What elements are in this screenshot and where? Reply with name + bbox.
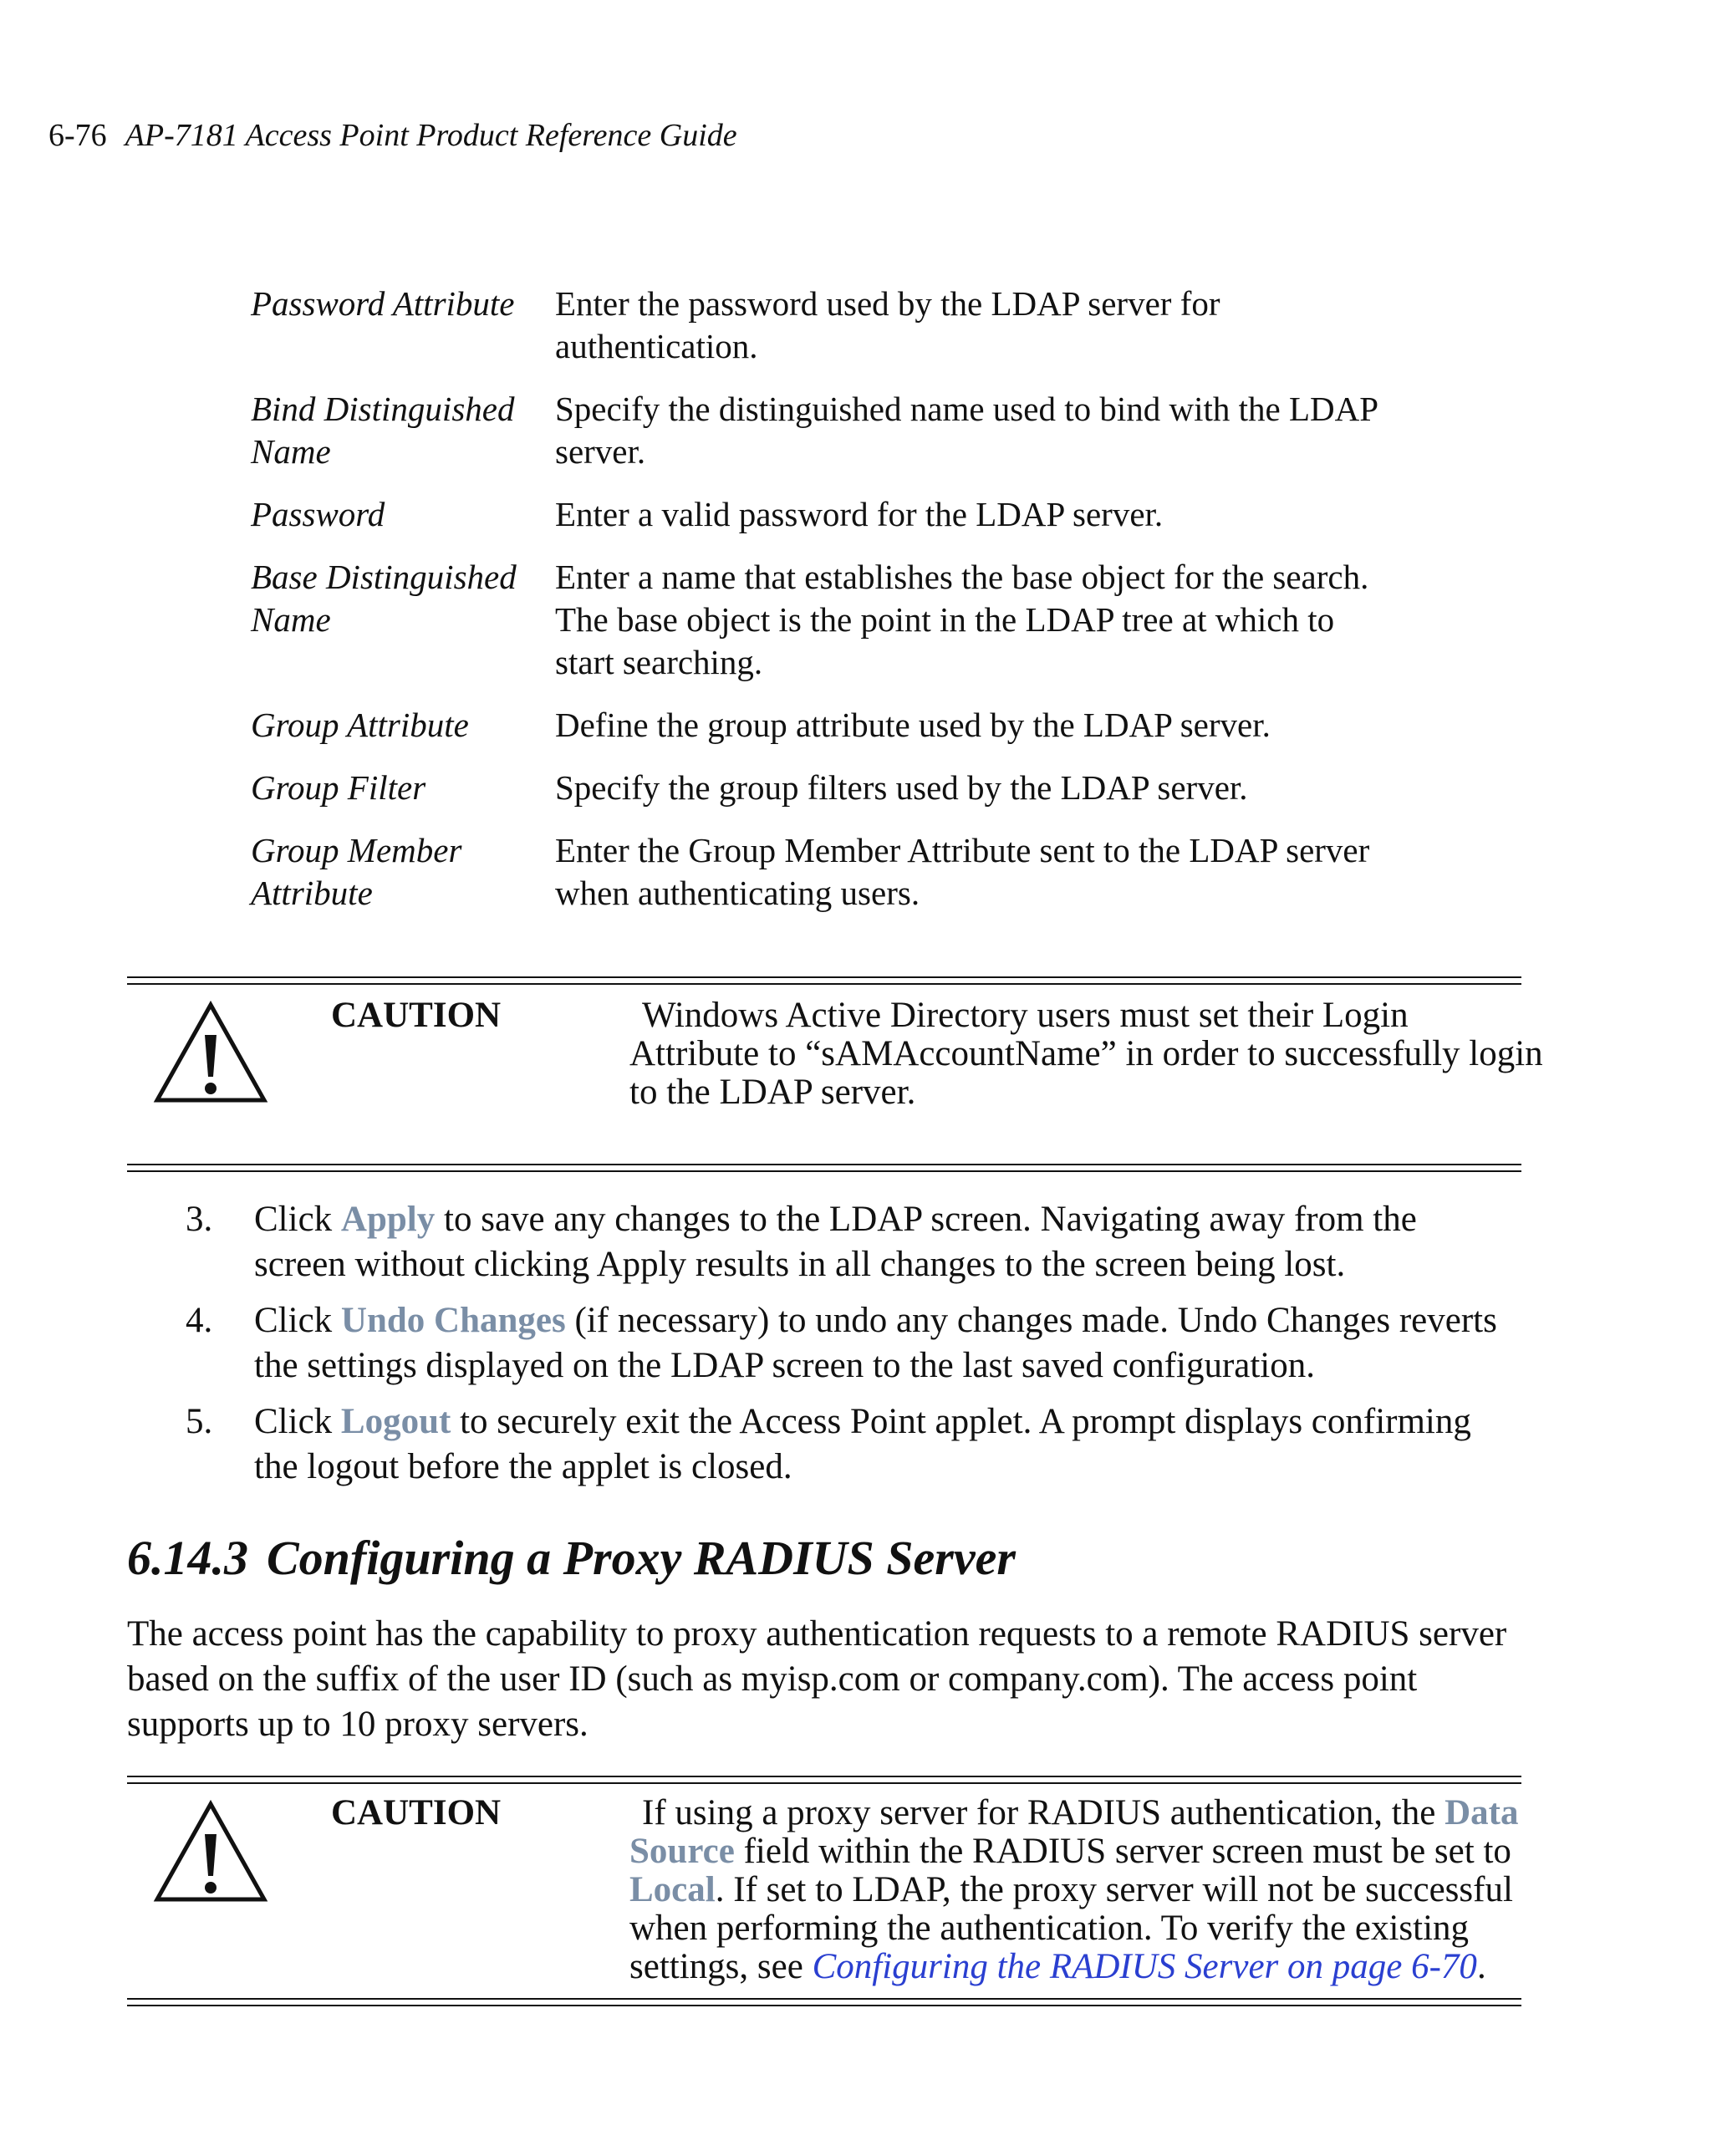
- desc-line: Enter a valid password for the LDAP server.: [555, 495, 1164, 533]
- warning-triangle-icon: [152, 1000, 269, 1105]
- apply-button-label: Apply: [340, 1200, 436, 1239]
- body-paragraph: The access point has the capability to proxy authentication requests to a remote RADIUS server based on the suffix of the user ID (such as myisp.com or company.com). The access point supports up to 10 proxy servers.: [127, 1614, 1507, 1744]
- guide-title: AP-7181 Access Point Product Reference Guide: [125, 118, 737, 153]
- step-text: [254, 1298, 1516, 1389]
- local-option-label: Local: [629, 1870, 716, 1909]
- text-run: Click: [254, 1402, 341, 1441]
- param-term: [251, 388, 555, 473]
- term-line: Password Attribute: [251, 284, 515, 323]
- desc-line: Specify the distinguished name used to bind with the LDAP: [555, 390, 1379, 428]
- desc-line: Enter the password used by the LDAP server for: [555, 284, 1220, 323]
- param-term: [251, 704, 555, 747]
- undo-changes-button-label: Undo Changes: [340, 1301, 566, 1340]
- param-term: [251, 283, 555, 368]
- desc-line: start searching.: [555, 643, 763, 681]
- section-number: 6.14.3: [127, 1531, 248, 1585]
- bottom-rule: [127, 1164, 1521, 1172]
- text-run: Click: [254, 1301, 341, 1340]
- step-item: [186, 1399, 1523, 1490]
- param-row: [251, 829, 1421, 915]
- desc-line: The base object is the point in the LDAP tree at which to: [555, 600, 1335, 639]
- desc-line: Define the group attribute used by the LDAP server.: [555, 706, 1271, 744]
- text-run: Click: [254, 1200, 341, 1239]
- step-number: 4.: [186, 1301, 213, 1340]
- desc-line: when authenticating users.: [555, 874, 920, 912]
- step-number: 3.: [186, 1200, 213, 1239]
- running-head: [48, 117, 737, 154]
- text-run: . If set to LDAP, the proxy server will not be successful: [715, 1870, 1513, 1909]
- caution-line: Attribute to “sAMAccountName” in order to successfully login: [629, 1034, 1543, 1073]
- param-description: [555, 767, 1416, 809]
- desc-line: Enter a name that establishes the base object for the search.: [555, 558, 1369, 596]
- caution-line: [629, 1948, 1486, 1986]
- param-description: [555, 388, 1416, 473]
- procedure-steps: [186, 1197, 1523, 1501]
- param-description: [555, 556, 1416, 684]
- bottom-rule: [127, 1998, 1521, 2006]
- param-row: [251, 556, 1421, 684]
- text-run: to save any changes to the LDAP screen. Navigating away from the screen without clicking Apply results in all changes to the screen being lost.: [254, 1200, 1417, 1284]
- param-row: [251, 704, 1421, 747]
- section-title: Configuring a Proxy RADIUS Server: [267, 1531, 1016, 1585]
- text-run: If using a proxy server for RADIUS authentication, the: [642, 1793, 1445, 1832]
- parameter-table: [251, 283, 1421, 935]
- step-item: [186, 1298, 1523, 1389]
- caution-line: to the LDAP server.: [629, 1073, 916, 1112]
- caution-body: [127, 1784, 1521, 1998]
- step-item: [186, 1197, 1523, 1287]
- caution-label: CAUTION: [331, 996, 502, 1035]
- step-text: [254, 1399, 1516, 1490]
- page-number: 6-76: [48, 118, 107, 153]
- param-description: [555, 493, 1416, 536]
- param-term: [251, 767, 555, 809]
- warning-triangle-icon: [152, 1799, 269, 1904]
- param-row: [251, 388, 1421, 473]
- param-description: [555, 283, 1416, 368]
- desc-line: authentication.: [555, 327, 758, 365]
- data-source-field-label: Data: [1444, 1793, 1519, 1832]
- radius-server-cross-reference-link[interactable]: Configuring the RADIUS Server on page 6-70: [812, 1947, 1477, 1986]
- top-rule: [127, 1776, 1521, 1784]
- desc-line: Specify the group filters used by the LDAP server.: [555, 768, 1248, 807]
- param-term: [251, 556, 555, 684]
- param-term: [251, 493, 555, 536]
- caution-line: Windows Active Directory users must set their Login: [642, 996, 1409, 1035]
- caution-label: CAUTION: [331, 1793, 502, 1832]
- text-run: .: [1476, 1947, 1486, 1986]
- data-source-field-label-cont: Source: [629, 1832, 735, 1871]
- desc-line: server.: [555, 432, 646, 471]
- text-run: settings, see: [629, 1947, 813, 1986]
- term-line: Group Filter: [251, 768, 426, 807]
- desc-line: Enter the Group Member Attribute sent to the LDAP server: [555, 831, 1370, 869]
- caution-box-ldap: [127, 976, 1543, 1172]
- term-line: Group Member: [251, 831, 462, 869]
- param-description: [555, 704, 1416, 747]
- param-row: [251, 767, 1421, 809]
- param-term: [251, 829, 555, 915]
- param-row: [251, 493, 1421, 536]
- caution-line: [629, 1832, 1511, 1871]
- step-text: [254, 1197, 1516, 1287]
- section-heading: [127, 1530, 1016, 1586]
- term-line: Bind Distinguished: [251, 390, 515, 428]
- text-run: (if necessary) to undo any changes made. Undo Changes reverts the settings displayed on the LDAP screen to the last saved configuration.: [254, 1301, 1497, 1385]
- step-number: 5.: [186, 1402, 213, 1441]
- caution-box-proxy: [127, 1776, 1521, 2006]
- caution-line: [629, 1871, 1513, 1909]
- caution-line: when performing the authentication. To verify the existing: [629, 1909, 1470, 1948]
- text-run: to securely exit the Access Point applet. A prompt displays confirming the logout before the applet is closed.: [254, 1402, 1471, 1486]
- term-line: Base Distinguished: [251, 558, 517, 596]
- text-run: field within the RADIUS server screen must be set to: [734, 1832, 1511, 1871]
- term-line: Attribute: [251, 874, 373, 912]
- caution-line: [642, 1794, 1518, 1832]
- term-line: Group Attribute: [251, 706, 469, 744]
- logout-button-label: Logout: [340, 1402, 451, 1441]
- caution-body: [127, 985, 1543, 1164]
- term-line: Name: [251, 432, 331, 471]
- param-row: [251, 283, 1421, 368]
- term-line: Name: [251, 600, 331, 639]
- param-description: [555, 829, 1416, 915]
- term-line: Password: [251, 495, 385, 533]
- top-rule: [127, 976, 1521, 985]
